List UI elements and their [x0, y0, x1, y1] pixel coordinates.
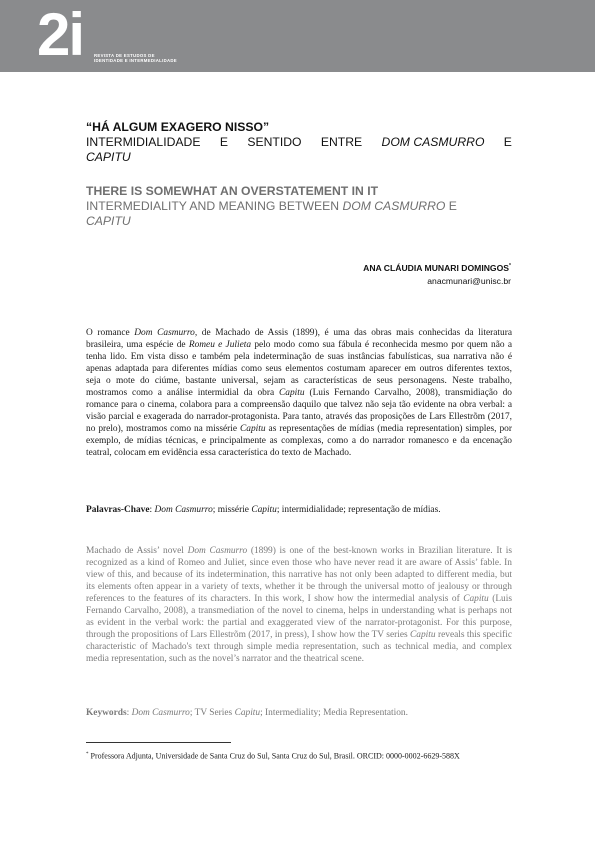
title-en-text: INTERMEDIALITY AND MEANING BETWEEN	[86, 199, 340, 213]
keyword-en-italic: Capitu	[234, 708, 261, 718]
title-en-line-3: CAPITU	[86, 214, 131, 228]
keywords-portuguese	[86, 504, 512, 516]
abstract-en-italic: Capitu	[410, 630, 436, 641]
journal-header-bar	[0, 0, 595, 72]
keywords-pt-text: ; missérie	[212, 505, 252, 515]
footnote-text: Professora Adjunta, Universidade de Santa Cruz do Sul, Santa Cruz do Sul, Brasil. ORCID: 0000-0002-6629-588X	[88, 751, 460, 761]
title-en-line-1: THERE IS SOMEWHAT AN OVERSTATEMENT IN IT	[86, 184, 379, 198]
footnote	[86, 749, 512, 762]
abstract-portuguese	[86, 327, 512, 460]
title-en-line-2	[86, 199, 512, 214]
author-name-text: ANA CLÁUDIA MUNARI DOMINGOS	[363, 263, 510, 273]
journal-name-line-2: IDENTIDADE E INTERMEDIALIDADE	[94, 58, 177, 64]
keyword-pt-italic: Capitu	[251, 505, 277, 515]
abstract-pt-text: pelo modo como sua fábula é reconhecida mesmo por quem não a tenha lido. Em vista disso e também pela indeterminação de suas instâncias fabulísticas, sua narrativa não é apenas adaptada para diferentes mídias como seus elementos costumam aparecer em outros diferentes textos, seja o mote do ciúme, bastante universal, sejam as características de seus personagens. Neste trabalho, mostramos como a análise intermidial da obra	[86, 340, 512, 399]
keywords-pt-sep: :	[149, 505, 155, 515]
abstract-pt-text: , de Machado de Assis (1899), é uma das obras mais conhecidas da literatura brasileira, uma espécie de	[86, 328, 513, 351]
abstract-pt-italic: Capitu	[279, 388, 305, 399]
keyword-pt-italic: Dom Casmurro	[154, 505, 213, 515]
title-portuguese	[86, 120, 512, 165]
footnote-mark: *	[86, 752, 89, 757]
abstract-en-text: (Luis Fernando Carvalho, 2008), a transmediation of the novel to cinema, helps in understanding what is perhaps not as evident in the verbal work: the partial and exaggerated view of the narrator-protagonist. For this purpose, through the propositions of Lars Ellestrõm (2017, in press), I show how the TV series	[86, 594, 512, 641]
journal-name-line-1: REVISTA DE ESTUDOS DE	[94, 53, 155, 58]
abstract-pt-italic: Dom Casmurro	[134, 328, 195, 338]
abstract-pt-text: as representações de mídias (media representation) simples, por exemplo, de mídias técnicas, e principalmente as complexas, como a do narrador romanesco e da encenação teatral, colocam em evidência essa característica do texto de Machado.	[86, 424, 512, 459]
journal-name	[94, 53, 177, 64]
keywords-english	[86, 707, 512, 719]
title-en-italic-title: DOM CASMURRO	[342, 199, 446, 213]
author-name	[363, 263, 511, 273]
abstract-pt-italic: Capitu	[240, 424, 266, 435]
title-pt-word: INTERMIDIALIDADE	[86, 135, 201, 149]
keywords-en-text: ; Intermediality; Media Representation.	[260, 708, 408, 718]
journal-logo: 2i	[37, 1, 84, 68]
title-pt-word: SENTIDO	[247, 135, 302, 149]
title-pt-word: E	[503, 135, 512, 149]
keyword-en-italic: Dom Casmurro	[131, 708, 190, 718]
abstract-en-text: (1899) is one of the best-known works in Brazilian literature. It is recognized as a kind of Romeo and Juliet, since even those who have never read it are aware of Assis’ fable. In view of this, and because of its indetermination, this narrative has not only been adapted to different media, but its elements often appear in a variety of texts, whether it be through the universal motto of jealousy or through references to the features of its characters. In this work, I show how the intermedial analysis of	[86, 546, 512, 605]
title-pt-word: ENTRE	[320, 135, 363, 149]
author-footnote-mark: *	[509, 263, 511, 270]
keywords-en-label: Keywords	[86, 708, 127, 718]
title-pt-word: E	[219, 135, 228, 149]
keywords-pt-text: ; intermidialidade; representação de mídias.	[276, 505, 441, 515]
abstract-english	[86, 545, 512, 665]
abstract-en-text: Machado de Assis’ novel	[86, 546, 188, 556]
abstract-pt-italic: Romeu e Julieta	[188, 340, 252, 351]
footnote-divider	[86, 742, 231, 743]
keywords-en-sep: :	[126, 708, 132, 718]
keywords-en-text: ; TV Series	[189, 708, 235, 718]
abstract-en-text: reveals this specific characteristic of Machado's text through simple media representation, such as technical media, and complex media representation, such as the novel’s narrator and the theatrical scene.	[86, 630, 512, 665]
author-email[interactable]: anacmunari@unisc.br	[427, 276, 511, 286]
abstract-pt-text: O romance	[86, 328, 135, 338]
abstract-en-italic: Capitu	[463, 594, 489, 605]
title-pt-italic-title: DOM CASMURRO	[381, 135, 485, 149]
title-pt-line-2	[86, 135, 512, 150]
title-pt-line-1: “HÁ ALGUM EXAGERO NISSO”	[86, 120, 270, 134]
abstract-en-italic: Dom Casmurro	[187, 546, 248, 556]
keywords-pt-label: Palavras-Chave	[86, 505, 150, 515]
title-pt-line-3: CAPITU	[86, 150, 131, 164]
title-en-word: E	[448, 199, 457, 213]
abstract-pt-text: (Luis Fernando Carvalho, 2008), transmidiação do romance para o cinema, colabora para a compreensão daquilo que talvez não seja tão evidente na obra verbal: a visão parcial e exagerada do narrador-protagonista. Para tanto, através das proposições de Lars Ellestrõm (2017, no prelo), mostramos como na missérie	[86, 388, 512, 435]
title-english	[86, 184, 512, 229]
